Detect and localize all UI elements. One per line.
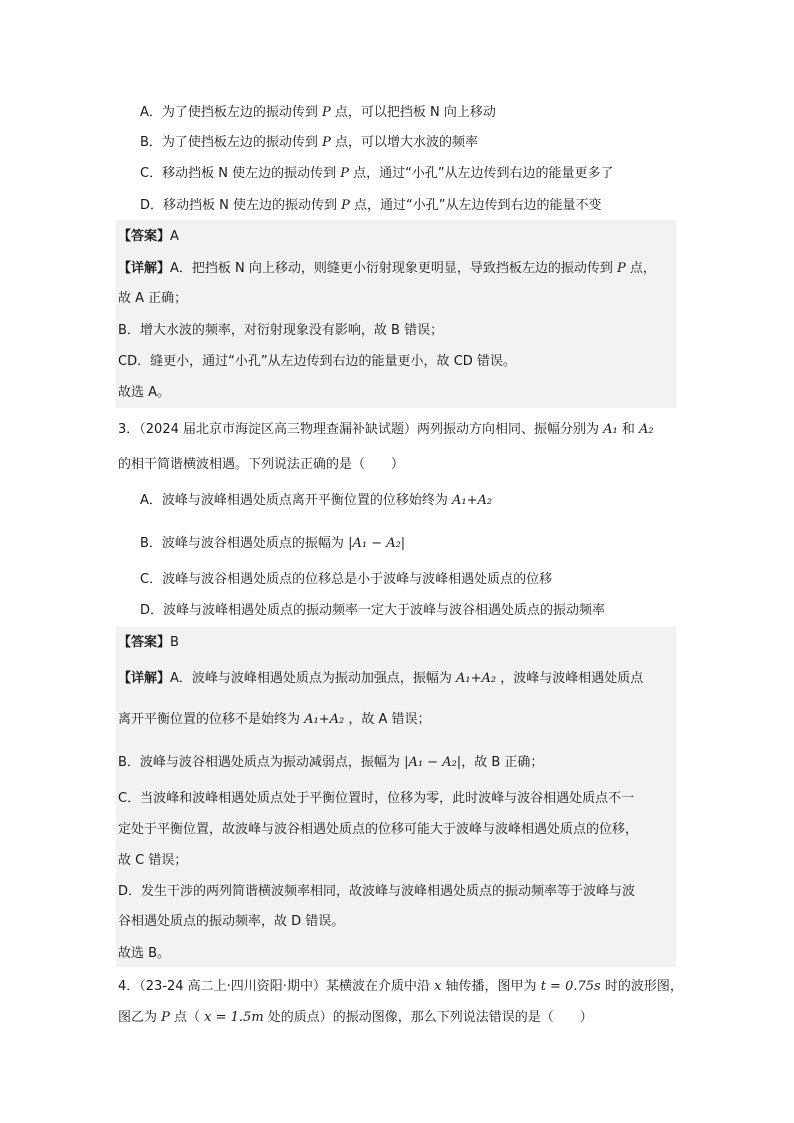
q2-detail-line-4: CD．缝更小，通过“小孔”从左边传到右边的能量更小，故 CD 错误。	[118, 354, 516, 369]
q3-detail-line-4: C．当波峰和波峰相遇处质点处于平衡位置时，位移为零，此时波峰与波谷相遇处质点不一	[118, 791, 635, 806]
q3-stem-line-2: 的相干简谐横波相遇。下列说法正确的是（ ）	[118, 457, 405, 472]
q3-detail-line-9: 故选 B。	[118, 946, 171, 961]
q3-detail-line-5: 定处于平衡位置，故波峰与波谷相遇处质点的位移可能大于波峰与波峰相遇处质点的位移，	[118, 822, 639, 837]
q3-detail-line-1: 【详解】A．波峰与波峰相遇处质点为振动加强点，振幅为 A₁+A₂ ，波峰与波峰相遇处质点	[118, 671, 644, 686]
q2-answer: 【答案】A	[118, 229, 179, 244]
q3-option-b: B．波峰与波谷相遇处质点的振幅为 |A₁ − A₂|	[140, 536, 406, 551]
q2-answer-block	[116, 220, 676, 408]
q2-detail-line-5: 故选 A。	[118, 385, 171, 400]
q3-option-d: D．波峰与波峰相遇处质点的振动频率一定大于波峰与波谷相遇处质点的振动频率	[140, 603, 606, 618]
q2-option-c: C．移动挡板 N 使左边的振动传到 P 点，通过“小孔”从左边传到右边的能量更多了	[140, 166, 614, 181]
q3-detail-line-2: 离开平衡位置的位移不是始终为 A₁+A₂ ，故 A 错误；	[118, 712, 431, 727]
q4-stem-line-2: 图乙为 P 点（ x = 1.5m 处的质点）的振动图像，那么下列说法错误的是（ ）	[118, 1010, 593, 1025]
q3-detail-line-7: D．发生干涉的两列简谐横波频率相同，故波峰与波峰相遇处质点的振动频率等于波峰与波	[118, 884, 636, 899]
q3-detail-line-8: 谷相遇处质点的振动频率，故 D 错误。	[118, 914, 345, 929]
q2-detail-line-1: 【详解】A．把挡板 N 向上移动，则缝更小衍射现象更明显，导致挡板左边的振动传到 P 点，	[118, 261, 656, 276]
q3-detail-line-3: B．波峰与波谷相遇处质点为振动减弱点，振幅为 |A₁ − A₂|，故 B 正确；	[118, 755, 544, 770]
q2-option-a: A．为了使挡板左边的振动传到 P 点，可以把挡板 N 向上移动	[140, 105, 496, 120]
q2-option-b: B．为了使挡板左边的振动传到 P 点，可以增大水波的频率	[140, 135, 478, 150]
q3-answer: 【答案】B	[118, 635, 179, 650]
q2-option-d: D．移动挡板 N 使左边的振动传到 P 点，通过“小孔”从左边传到右边的能量不变	[140, 198, 602, 213]
q4-stem-line-1: 4．（23-24 高二上·四川资阳·期中）某横波在介质中沿 x 轴传播，图甲为 t = 0.75s 时的波形图，	[118, 979, 683, 994]
q3-option-c: C．波峰与波谷相遇处质点的位移总是小于波峰与波峰相遇处质点的位移	[140, 572, 553, 587]
q2-detail-line-3: B．增大水波的频率，对衍射现象没有影响，故 B 错误；	[118, 323, 444, 338]
q3-option-a: A．波峰与波峰相遇处质点离开平衡位置的位移始终为 A₁+A₂	[140, 493, 493, 508]
q2-detail-line-2: 故 A 正确；	[118, 291, 188, 306]
q3-stem-line-1: 3．（2024 届北京市海淀区高三物理查漏补缺试题）两列振动方向相同、振幅分别为 A₁ 和 A₂	[118, 422, 654, 437]
q3-detail-line-6: 故 C 错误；	[118, 853, 188, 868]
